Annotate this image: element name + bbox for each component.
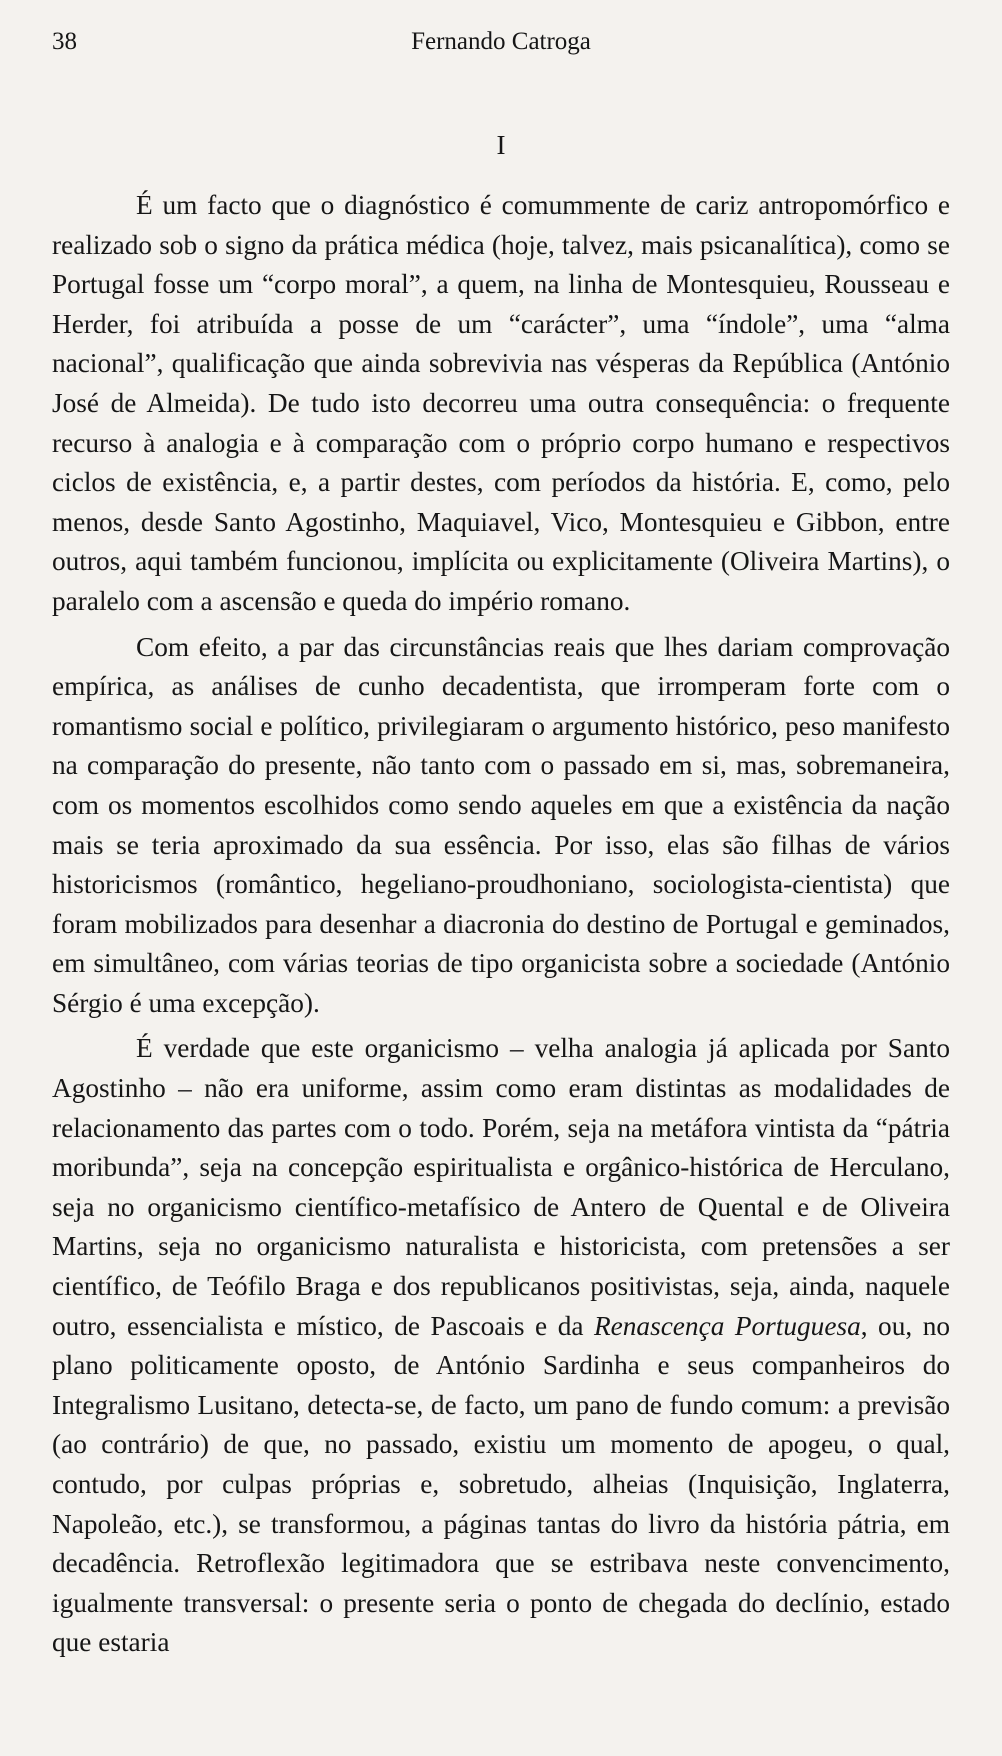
running-head	[52, 28, 950, 64]
body-text	[52, 186, 950, 1669]
paragraph-1: É um facto que o diagnóstico é comummente de cariz antropomórfico e realizado sob o signo da prática médica (hoje, talvez, mais psicanalítica), como se Portugal fosse um “corpo moral”, a quem, na linha de Montesquieu, Rousseau e Herder, foi atribuída a posse de um “carácter”, uma “índole”, uma “alma nacional”, qualificação que ainda sobrevivia nas vésperas da República (António José de Almeida). De tudo isto decorreu uma outra consequência: o frequente recurso à analogia e à comparação com o próprio corpo humano e respectivos ciclos de existência, e, a partir destes, com períodos da história. E, como, pelo menos, desde Santo Agostinho, Maquiavel, Vico, Montesquieu e Gibbon, entre outros, aqui também funcionou, implícita ou explicitamente (Oliveira Martins), o paralelo com a ascensão e queda do império romano.	[52, 190, 950, 616]
paragraph-3	[52, 1029, 950, 1663]
paragraph-3-before: É verdade que este organicismo – velha analogia já aplicada por Santo Agostinho – não era uniforme, assim como eram distintas as modalidades de relacionamento das partes com o todo. Porém, seja na metáfora vintista da “pátria moribunda”, seja na concepção espiritualista e orgânico-histórica de Herculano, seja no organicismo científico-metafísico de Antero de Quental e de Oliveira Martins, seja no organicismo naturalista e historicista, com pretensões a ser científico, de Teófilo Braga e dos republicanos positivistas, seja, ainda, naquele outro, essencialista e místico, de Pascoais e da	[52, 1033, 950, 1341]
page-number: 38	[52, 28, 77, 55]
running-title: Fernando Catroga	[411, 28, 591, 55]
paragraph-3-after: , ou, no plano politicamente oposto, de António Sardinha e seus companheiros do Integralismo Lusitano, detecta-se, de facto, um pano de fundo comum: a previsão (ao contrário) de que, no passado, existiu um momento de apogeu, o qual, contudo, por culpas próprias e, sobretudo, alheias (Inquisição, Inglaterra, Napoleão, etc.), se transformou, a páginas tantas do livro da história pátria, em decadência. Retroflexão legitimadora que se estribava neste convencimento, igualmente transversal: o presente seria o ponto de chegada do declínio, estado que estaria	[52, 1310, 950, 1658]
paragraph-2: Com efeito, a par das circunstâncias reais que lhes dariam comprovação empírica, as análises de cunho decadentista, que irromperam forte com o romantismo social e político, privilegiaram o argumento histórico, peso manifesto na comparação do presente, não tanto com o passado em si, mas, sobremaneira, com os momentos escolhidos como sendo aqueles em que a existência da nação mais se teria aproximado da sua essência. Por isso, elas são filhas de vários historicismos (romântico, hegeliano-proudhoniano, sociologista-cientista) que foram mobilizados para desenhar a diacronia do destino de Portugal e geminados, em simultâneo, com várias teorias de tipo organicista sobre a sociedade (António Sérgio é uma excepção).	[52, 631, 950, 1018]
journal-title-italic: Renascença Portuguesa	[593, 1310, 861, 1341]
section-numeral: I	[496, 130, 506, 160]
